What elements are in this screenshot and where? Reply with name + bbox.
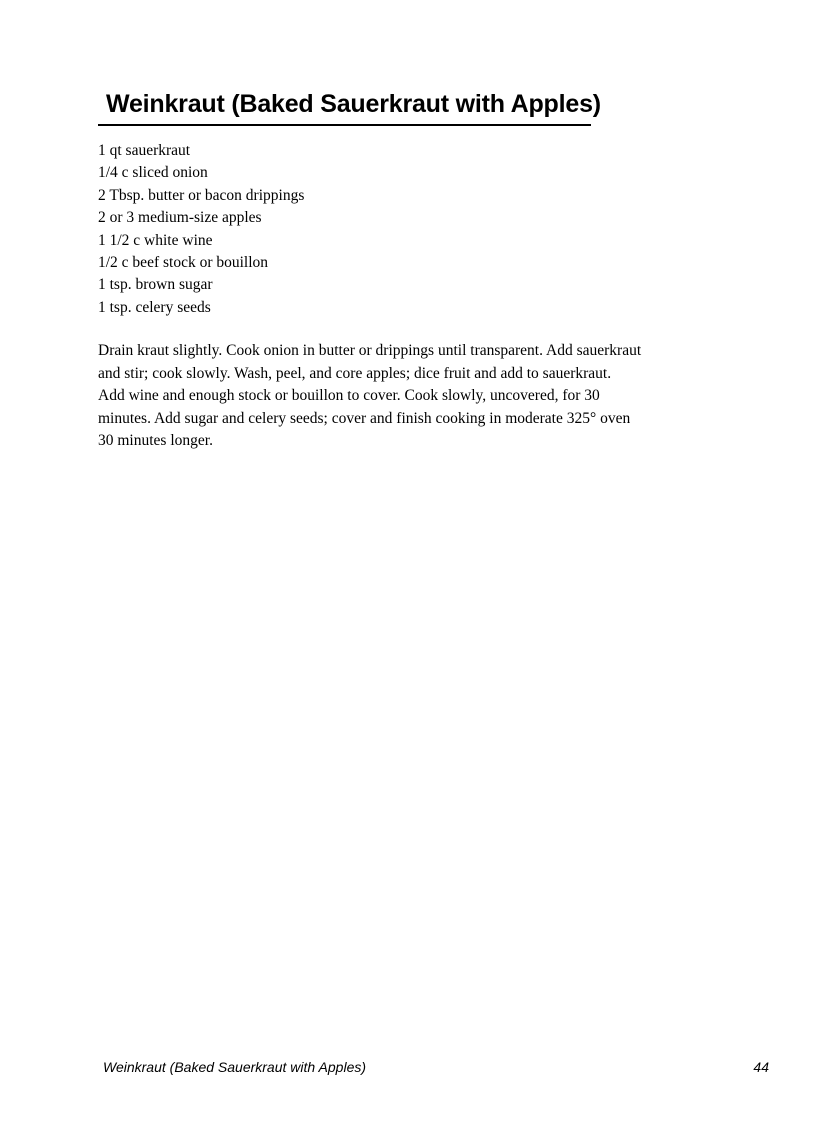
ingredient-item: 1/4 c sliced onion [98,164,208,182]
title-underline [98,124,591,126]
ingredient-item: 1/2 c beef stock or bouillon [98,254,269,272]
ingredient-item: 1 tsp. celery seeds [98,298,211,316]
directions-line: and stir; cook slowly. Wash, peel, and core apples; dice fruit and add to sauerkraut. [98,364,612,382]
ingredient-item: 1 tsp. brown sugar [98,276,213,294]
ingredient-list [98,140,304,319]
directions-line: Drain kraut slightly. Cook onion in butter or drippings until transparent. Add sauerkraut [98,342,642,359]
ingredient-item: 2 or 3 medium-size apples [98,209,262,227]
directions-line: 30 minutes longer. [98,432,213,450]
ingredient-item: 2 Tbsp. butter or bacon drippings [98,186,305,204]
directions-paragraph [98,340,758,453]
directions-line: minutes. Add sugar and celery seeds; cover and finish cooking in moderate 325° oven [98,409,631,427]
page-number: 44 [753,1059,769,1075]
directions-line: Add wine and enough stock or bouillon to cover. Cook slowly, uncovered, for 30 [98,387,600,405]
footer-title: Weinkraut (Baked Sauerkraut with Apples) [103,1059,367,1075]
ingredient-item: 1 1/2 c white wine [98,231,213,249]
recipe-title: Weinkraut (Baked Sauerkraut with Apples) [106,90,601,118]
ingredient-item: 1 qt sauerkraut [98,142,191,159]
